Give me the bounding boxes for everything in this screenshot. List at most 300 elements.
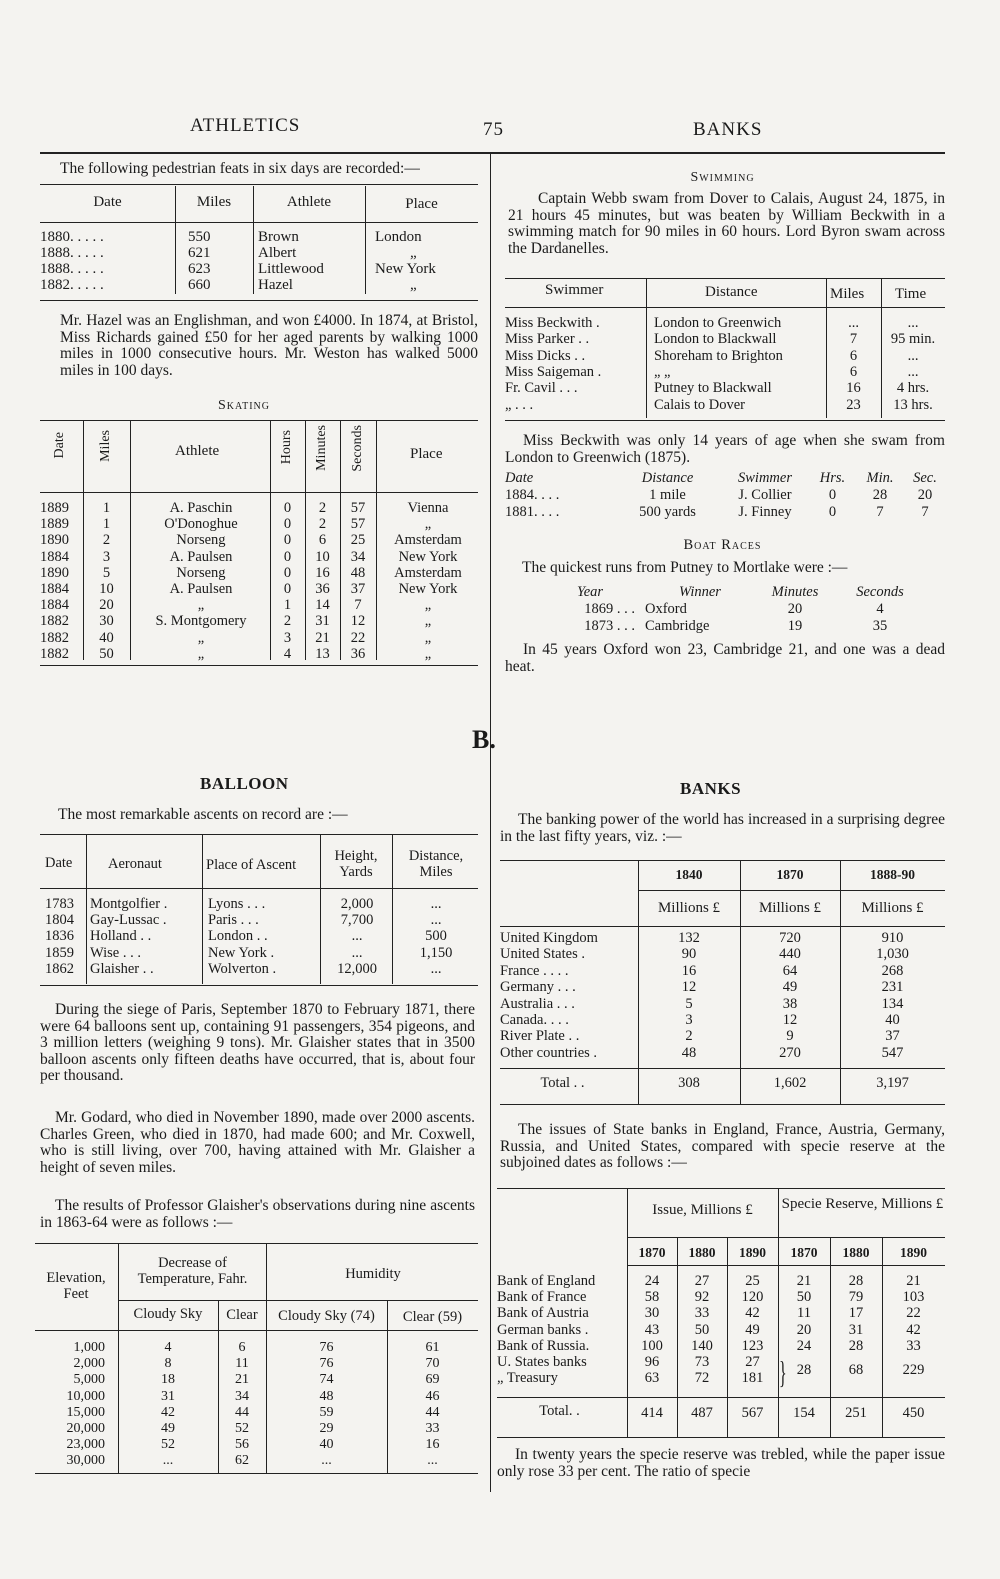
table-cell: 30,000 <box>66 1453 105 1469</box>
table-cell: 20 <box>917 487 933 503</box>
table-cell: ... <box>848 315 859 331</box>
table-cell: 7 <box>876 504 884 520</box>
col-height: Height, Yards <box>334 848 378 880</box>
table-rule <box>40 888 478 889</box>
balloon-text2: Mr. Godard, who died in November 1890, made over 2000 ascents. Charles Green, who died in 1870, had made 600; and Mr. Coxwell, who is still living, over 700, having attained with Mr. Glaisher a height of seven miles. <box>40 1109 475 1176</box>
table-cell: 20 <box>99 597 114 614</box>
table-cell: Norseng <box>176 564 226 581</box>
table-cell: 5 <box>685 995 693 1012</box>
table-cell: 40 <box>885 1012 900 1028</box>
table-cell: S. Montgomery <box>155 613 247 630</box>
table-cell: 0 <box>283 516 292 533</box>
table-cell: 12,000 <box>337 960 377 977</box>
table-cell: 1880 <box>688 1245 716 1260</box>
col-time: Time <box>895 286 927 302</box>
table-cell: 1870 <box>638 1245 666 1260</box>
table-cell: 7 <box>921 504 929 520</box>
pedestrian-miles: 550 621 623 660 <box>188 229 211 293</box>
table-cell: Shoreham to Brighton <box>654 347 783 364</box>
table-cell: 37 <box>350 581 366 597</box>
table-cell: 20,000 <box>66 1421 105 1436</box>
table-cell: 96 <box>644 1354 660 1370</box>
table-cell: 73 <box>694 1354 710 1370</box>
table-cell: 30 <box>644 1305 660 1322</box>
table-cell: 23 <box>846 396 861 413</box>
table-cell: 0 <box>283 548 292 565</box>
table-cell: „ <box>197 597 205 614</box>
table-cell: 36 <box>315 581 330 597</box>
table-cell: United States . <box>500 946 585 963</box>
table-cell: 0 <box>283 532 292 549</box>
table-cell: 25 <box>745 1273 760 1289</box>
banks-text3: In twenty years the specie reserve was trebled, while the paper issue only rose 33 per cent. The ratio of specie <box>497 1446 945 1480</box>
table-cell: 1873 . . . <box>584 618 635 634</box>
table-cell: 2 <box>318 500 327 516</box>
table-cell: 21 <box>315 629 330 646</box>
col-distance: Distance <box>705 284 758 300</box>
table-rule <box>505 307 945 308</box>
table-cell: A. Paulsen <box>169 581 233 597</box>
table-rule <box>118 1300 478 1301</box>
table-cell: 1859 <box>45 944 74 961</box>
table-cell: 5 <box>102 564 111 581</box>
table-cell: 50 <box>796 1289 812 1306</box>
table-cell: 1804 <box>45 912 74 929</box>
table-cell: 4 <box>283 645 292 662</box>
unit-label: Millions £ <box>861 900 924 916</box>
table-cell: 36 <box>350 645 366 662</box>
table-cell: 21 <box>906 1273 921 1289</box>
pedestrian-athletes: Brown Albert Littlewood Hazel <box>258 229 324 293</box>
table-cell: 414 <box>641 1405 663 1421</box>
col-athlete: Athlete <box>175 443 220 459</box>
specie-head: Specie Reserve, Millions £ <box>781 1196 944 1212</box>
boat-intro: The quickest runs from Putney to Mortlake were :— <box>522 559 848 576</box>
table-cell: Calais to Dover <box>654 396 746 413</box>
table-cell: 24 <box>644 1273 660 1289</box>
col-miles: Miles <box>830 286 865 302</box>
table-cell: 28 <box>848 1337 864 1354</box>
table-cell: Miss Beckwith . <box>505 315 600 331</box>
table-cell: 23,000 <box>66 1437 105 1453</box>
table-cell: 1884 <box>40 597 69 614</box>
table-cell: 76 <box>319 1340 334 1355</box>
table-cell: 7 <box>849 331 858 348</box>
table-cell: 567 <box>741 1405 764 1421</box>
table-cell: 25 <box>350 532 366 549</box>
table-rule <box>505 420 945 421</box>
table-cell: 500 yards <box>639 504 696 520</box>
table-cell: O'Donoghue <box>164 516 238 533</box>
table-rule <box>500 1104 945 1105</box>
table-rule <box>627 1265 945 1266</box>
table-cell: 4 <box>876 601 884 617</box>
table-cell: 910 <box>881 930 904 946</box>
table-rule <box>40 420 478 421</box>
table-rule <box>505 278 945 279</box>
table-cell: Canada. . . . <box>500 1012 569 1028</box>
table-cell: 231 <box>881 979 904 996</box>
col-date: Date <box>52 432 67 459</box>
table-cell: Amsterdam <box>394 532 462 549</box>
header-rule <box>40 152 945 154</box>
table-cell: Bank of Russia. <box>497 1337 590 1354</box>
table-cell: 31 <box>161 1388 175 1404</box>
page-number: 75 <box>483 119 504 140</box>
table-cell: 22 <box>350 629 366 646</box>
balloon-title: BALLOON <box>200 774 289 793</box>
table-rule <box>35 1330 478 1331</box>
table-cell: ... <box>430 912 442 929</box>
table-cell: Min. <box>866 470 894 486</box>
table-cell: 7,700 <box>340 912 374 929</box>
table-rule <box>40 665 478 666</box>
table-rule <box>500 1068 945 1069</box>
table-cell: „ <box>424 629 432 646</box>
swimming-title: Swimming <box>690 170 755 185</box>
table-cell: 11 <box>797 1305 811 1322</box>
table-cell: 1884. . . . <box>505 487 560 503</box>
table-cell: 68 <box>848 1362 864 1378</box>
table-cell: 74 <box>319 1372 334 1388</box>
table-cell: J. Finney <box>738 504 792 520</box>
table-cell: 20 <box>787 601 803 617</box>
table-cell: „ „ <box>654 363 671 380</box>
table-cell: 63 <box>644 1370 660 1387</box>
table-cell: Wolverton . <box>208 960 277 977</box>
table-cell: 1836 <box>45 928 74 945</box>
table-cell: 154 <box>793 1405 815 1421</box>
table-cell: 10 <box>315 548 330 565</box>
col-swimmer: Swimmer <box>545 282 604 298</box>
table-rule <box>35 1243 478 1244</box>
table-cell: 21 <box>235 1372 249 1388</box>
table-cell: „ <box>424 645 432 662</box>
table-cell: 12 <box>782 1012 798 1028</box>
table-cell: 31 <box>848 1321 864 1338</box>
table-cell: 1882 <box>40 645 69 662</box>
table-cell: 1 <box>102 500 111 516</box>
table-cell: 1783 <box>45 896 74 912</box>
col-date: Date <box>93 194 122 210</box>
table-vline <box>392 834 393 984</box>
table-cell: ... <box>907 315 919 331</box>
table-rule <box>497 1397 945 1398</box>
table-cell: 38 <box>782 995 798 1012</box>
table-cell: 0 <box>283 564 292 581</box>
table-cell: 120 <box>741 1289 764 1306</box>
col-miles: Miles <box>98 430 113 462</box>
table-cell: 16 <box>315 564 330 581</box>
table-cell: 6 <box>849 347 858 364</box>
table-rule <box>500 926 945 927</box>
table-cell: 440 <box>779 946 801 963</box>
table-cell: 2,000 <box>73 1356 105 1372</box>
column-divider <box>490 152 491 1492</box>
table-cell: 1889 <box>40 500 69 516</box>
table-cell: „ <box>424 613 432 630</box>
table-rule <box>497 1188 945 1189</box>
table-cell: German banks . <box>497 1321 589 1338</box>
table-cell: 6 <box>238 1340 246 1355</box>
table-cell: 33 <box>425 1421 440 1436</box>
table-cell: 1882 <box>40 629 69 646</box>
table-cell: 500 <box>425 928 447 945</box>
table-cell: ... <box>162 1453 174 1469</box>
table-cell: 20 <box>796 1321 812 1338</box>
table-cell: ... <box>907 363 919 380</box>
table-cell: J. Collier <box>738 487 792 503</box>
table-cell: 3 <box>685 1012 693 1028</box>
table-cell: Hrs. <box>819 470 846 486</box>
table-cell: New York <box>398 581 458 597</box>
table-cell: New York <box>398 548 458 565</box>
table-rule <box>497 1437 945 1438</box>
balloon-intro: The most remarkable ascents on record are :— <box>58 806 348 823</box>
table-cell: 28 <box>872 487 888 503</box>
table-vline <box>376 420 377 660</box>
table-cell: 9 <box>786 1028 794 1045</box>
table-cell: 16 <box>846 380 861 397</box>
table-cell: 1881. . . . <box>505 504 560 520</box>
table-cell: 76 <box>319 1356 334 1372</box>
table-cell: 35 <box>872 618 888 634</box>
table-vline <box>86 834 87 984</box>
table-cell: 49 <box>782 979 798 996</box>
table-cell: 308 <box>678 1075 700 1091</box>
table-vline <box>365 186 366 294</box>
table-cell: 2,000 <box>340 896 374 912</box>
table-cell: 1,000 <box>73 1340 105 1355</box>
col-hours: Hours <box>279 430 294 465</box>
table-cell: London . . <box>208 928 268 945</box>
col-place: Place of Ascent <box>206 857 297 873</box>
table-cell: United Kingdom <box>500 930 598 946</box>
table-cell: 13 hrs. <box>893 396 933 413</box>
table-cell: A. Paulsen <box>169 548 233 565</box>
table-cell: Oxford <box>645 601 687 617</box>
col-athlete: Athlete <box>286 194 332 210</box>
table-cell: 1 <box>283 597 292 614</box>
table-cell: 14 <box>315 597 330 614</box>
table-cell: Norseng <box>176 532 226 549</box>
table-cell: 43 <box>644 1321 660 1338</box>
table-cell: 0 <box>283 581 292 597</box>
table-cell: 44 <box>425 1404 440 1420</box>
table-cell: Holland . . <box>90 928 152 945</box>
table-cell: 103 <box>902 1289 925 1306</box>
table-cell: „ . . . <box>505 396 534 413</box>
table-cell: ... <box>427 1453 438 1469</box>
table-cell: 27 <box>694 1273 710 1289</box>
table-cell: Bank of France <box>497 1289 587 1306</box>
table-cell: 6 <box>849 363 858 380</box>
table-cell: 720 <box>779 930 801 946</box>
table-cell: 12 <box>681 979 697 996</box>
table-cell: 3,197 <box>876 1075 909 1091</box>
table-cell: „ <box>197 629 205 646</box>
table-cell: Seconds <box>856 584 904 600</box>
year-1840: 1840 <box>675 867 703 882</box>
table-cell: 181 <box>741 1370 764 1387</box>
table-cell: 42 <box>161 1404 175 1420</box>
table-cell: Winner <box>679 584 721 600</box>
table-vline <box>646 278 647 418</box>
col-place: Place <box>410 446 443 462</box>
table-cell: U. States banks <box>497 1354 587 1370</box>
table-cell: 24 <box>796 1337 812 1354</box>
table-cell: 3 <box>102 548 111 565</box>
col-elevation: Elevation, Feet <box>46 1270 106 1302</box>
table-cell: 48 <box>319 1388 334 1404</box>
table-cell: 56 <box>235 1437 249 1453</box>
table-cell: 70 <box>425 1356 440 1372</box>
issue-head: Issue, Millions £ <box>652 1202 753 1218</box>
table-cell: 487 <box>691 1405 713 1421</box>
col-cloudy-h: Cloudy Sky (74) <box>278 1308 375 1324</box>
table-cell: A. Paschin <box>169 500 233 516</box>
table-cell: 29 <box>319 1421 334 1436</box>
table-cell: Total. . <box>539 1403 580 1419</box>
table-cell: 72 <box>694 1370 710 1387</box>
table-rule <box>40 222 478 223</box>
table-cell: 19 <box>787 618 803 634</box>
col-place: Place <box>405 196 438 212</box>
table-rule <box>638 890 945 891</box>
unit-label: Millions £ <box>758 900 822 916</box>
table-cell: 1 mile <box>649 487 686 503</box>
table-cell: Distance <box>641 470 694 486</box>
table-cell: 42 <box>745 1305 760 1322</box>
table-cell: 10 <box>99 581 114 597</box>
table-cell: 27 <box>745 1354 760 1370</box>
table-cell: 1890 <box>739 1245 766 1260</box>
table-vline <box>130 420 131 660</box>
balloon-text1: During the siege of Paris, September 1870 to February 1871, there were 64 balloons sent up, containing 91 passengers, 354 pigeons, and 3 million letters (weighing 9 tons). Mr. Glaisher states that in 3500 balloon ascents only fifteen deaths have occurred, that is, about four per thousand. <box>40 1001 475 1084</box>
table-cell: 13 <box>315 645 330 662</box>
table-cell: 40 <box>99 629 114 646</box>
table-rule <box>40 985 478 986</box>
table-rule <box>40 834 478 835</box>
table-cell: 57 <box>350 516 366 533</box>
table-cell: 100 <box>641 1337 663 1354</box>
table-cell: 12 <box>350 613 366 630</box>
year-1870: 1870 <box>776 867 804 882</box>
table-cell: Year <box>576 584 604 600</box>
table-cell: 48 <box>681 1044 697 1061</box>
table-cell: „ <box>197 645 205 662</box>
col-minutes: Minutes <box>314 425 329 471</box>
year-1888: 1888-90 <box>870 867 915 882</box>
table-cell: Lyons . . . <box>208 896 266 912</box>
table-cell: 8 <box>164 1356 172 1372</box>
table-cell: 1884 <box>40 581 69 597</box>
table-cell: 0 <box>828 487 837 503</box>
table-cell: ... <box>907 347 919 364</box>
running-head-right: BANKS <box>693 119 763 140</box>
table-cell: 58 <box>644 1289 660 1306</box>
table-cell: 62 <box>235 1453 249 1469</box>
table-cell: 123 <box>741 1337 764 1354</box>
table-rule <box>627 1237 945 1238</box>
table-cell: 95 min. <box>890 331 936 348</box>
table-cell: 34 <box>350 548 366 565</box>
table-cell: 450 <box>902 1405 925 1421</box>
col-date: Date <box>45 855 73 871</box>
table-cell: France . . . . <box>500 962 569 979</box>
table-cell: 79 <box>848 1289 864 1306</box>
table-cell: 37 <box>885 1028 900 1045</box>
table-cell: 7 <box>354 597 362 614</box>
col-clear-h: Clear (59) <box>402 1309 463 1325</box>
banks-intro: The banking power of the world has increased in a surprising degree in the last fifty years, viz. :— <box>500 811 945 845</box>
table-cell: 1890 <box>40 564 69 581</box>
table-cell: Glaisher . . <box>90 960 154 977</box>
table-cell: 52 <box>235 1421 249 1436</box>
table-cell: Miss Parker . . <box>505 331 590 348</box>
table-cell: Putney to Blackwall <box>654 380 772 397</box>
table-cell: 1880 <box>842 1245 870 1260</box>
table-cell: Minutes <box>771 584 819 600</box>
table-cell: ... <box>430 960 442 977</box>
table-cell: 1,602 <box>773 1075 807 1091</box>
banks-text2: The issues of State banks in England, France, Austria, Germany, Russia, and United States, compared with specie reserve at the subjoined dates as follows :— <box>500 1121 945 1171</box>
table-cell: New York . <box>208 944 275 961</box>
table-cell: Total . . <box>540 1075 585 1091</box>
table-cell: 50 <box>694 1321 710 1338</box>
table-cell: Paris . . . <box>208 912 259 929</box>
table-cell: 3 <box>283 629 292 646</box>
table-cell: 1,150 <box>419 944 453 961</box>
table-rule <box>40 492 478 493</box>
table-cell: 10,000 <box>66 1388 105 1404</box>
boat-title: Boat Races <box>683 537 762 553</box>
col-cloudy: Cloudy Sky <box>133 1306 203 1322</box>
table-cell: „ Treasury <box>497 1370 558 1387</box>
table-cell: „ <box>424 516 432 533</box>
unit-label: Millions £ <box>657 900 721 916</box>
table-cell: 1862 <box>45 960 74 977</box>
table-cell: 1869 . . . <box>584 601 635 617</box>
table-cell: 1884 <box>40 548 69 565</box>
swimming-text: Captain Webb swam from Dover to Calais, August 24, 1875, in 21 hours 45 minutes, but was beaten by William Beckwith in a swimming match for 90 miles in 60 hours. Lord Byron swam across the Dardanelles. <box>508 190 945 257</box>
table-cell: 59 <box>319 1404 334 1420</box>
table-cell: 1870 <box>790 1245 818 1260</box>
table-cell: ... <box>321 1453 332 1469</box>
table-cell: Wise . . . <box>90 944 141 961</box>
table-cell: Cambridge <box>645 618 710 634</box>
boat-text: In 45 years Oxford won 23, Cambridge 21, and one was a dead heat. <box>505 641 945 675</box>
table-rule <box>40 184 478 185</box>
table-cell: 2 <box>102 532 111 549</box>
table-cell: Swimmer <box>738 470 792 486</box>
table-vline <box>320 834 321 984</box>
table-cell: 132 <box>678 930 700 946</box>
pedestrian-dates: 1880. . . . . 1888. . . . . 1888. . . . . 1882. . . . . <box>40 229 104 293</box>
table-cell: 140 <box>691 1337 713 1354</box>
table-cell: 57 <box>350 500 366 516</box>
table-cell: Sec. <box>913 470 937 486</box>
table-cell: Germany . . . <box>500 979 576 996</box>
table-cell: 21 <box>796 1273 812 1289</box>
table-cell: 16 <box>425 1437 440 1453</box>
table-cell: 34 <box>235 1388 249 1404</box>
table-cell: Fr. Cavil . . . <box>505 380 578 397</box>
col-aeronaut: Aeronaut <box>108 856 162 872</box>
table-cell: 0 <box>283 500 292 516</box>
col-miles: Miles <box>196 194 232 210</box>
table-cell: 1889 <box>40 516 69 533</box>
